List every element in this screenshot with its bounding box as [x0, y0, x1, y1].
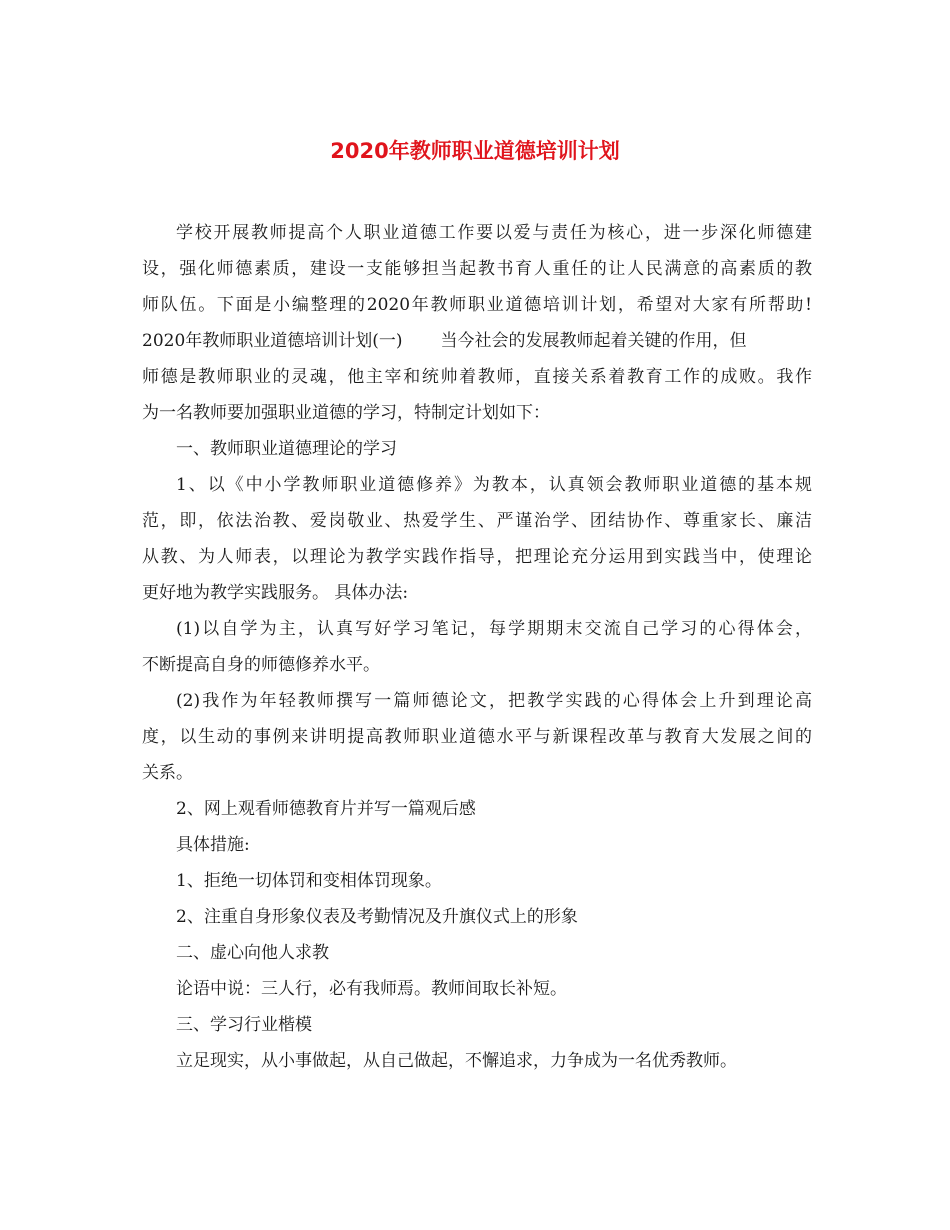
paragraph-line: 更好地为教学实践服务。 具体办法:	[142, 583, 409, 603]
list-heading: 具体措施:	[176, 835, 250, 855]
list-item: 2、网上观看师德教育片并写一篇观后感	[176, 799, 476, 819]
paragraph-line: (1)以自学为主，认真写好学习笔记，每学期期末交流自己学习的心得体会，	[176, 619, 812, 639]
section-heading: 一、教师职业道德理论的学习	[176, 439, 397, 459]
paragraph-line: 学校开展教师提高个人职业道德工作要以爱与责任为核心，进一步深化师德建	[176, 223, 812, 243]
paragraph-line: 立足现实，从小事做起，从自己做起，不懈追求，力争成为一名优秀教师。	[176, 1051, 737, 1071]
paragraph-line: 不断提高自身的师德修养水平。	[142, 655, 380, 675]
paragraph-inline-text: 当今社会的发展教师起着关键的作用，但	[440, 331, 747, 351]
paragraph-line: 关系。	[142, 763, 193, 783]
paragraph-line: 师队伍。下面是小编整理的2020年教师职业道德培训计划，希望对大家有所帮助!	[142, 295, 812, 315]
paragraph-line: 范，即，依法治教、爱岗敬业、热爱学生、严谨治学、团结协作、尊重家长、廉洁	[142, 511, 812, 531]
paragraph-line: 为一名教师要加强职业道德的学习，特制定计划如下：	[142, 403, 550, 423]
section-heading: 三、学习行业楷模	[176, 1015, 312, 1035]
paragraph-line: 设，强化师德素质，建设一支能够担当起教书育人重任的让人民满意的高素质的教	[142, 259, 812, 279]
paragraph-line: (2)我作为年轻教师撰写一篇师德论文，把教学实践的心得体会上升到理论高	[176, 691, 812, 711]
document-body	[142, 215, 812, 1079]
paragraph-line: 师德是教师职业的灵魂，他主宰和统帅着教师，直接关系着教育工作的成败。我作	[142, 367, 812, 387]
paragraph-line: 度，以生动的事例来讲明提高教师职业道德水平与新课程改革与教育大发展之间的	[142, 727, 812, 747]
list-item: 2、注重自身形象仪表及考勤情况及升旗仪式上的形象	[176, 907, 578, 927]
document-title: 2020年教师职业道德培训计划	[330, 139, 620, 163]
list-item: 1、拒绝一切体罚和变相体罚现象。	[176, 871, 442, 891]
subheading-inline: 2020年教师职业道德培训计划(一)	[142, 331, 403, 351]
section-heading: 二、虚心向他人求教	[176, 943, 329, 963]
paragraph-line: 从教、为人师表，以理论为教学实践作指导，把理论充分运用到实践当中，使理论	[142, 547, 812, 567]
paragraph-line: 论语中说：三人行，必有我师焉。教师间取长补短。	[176, 979, 567, 999]
paragraph-line	[142, 323, 812, 359]
paragraph-line: 1、以《中小学教师职业道德修养》为教本，认真领会教师职业道德的基本规	[176, 475, 812, 495]
